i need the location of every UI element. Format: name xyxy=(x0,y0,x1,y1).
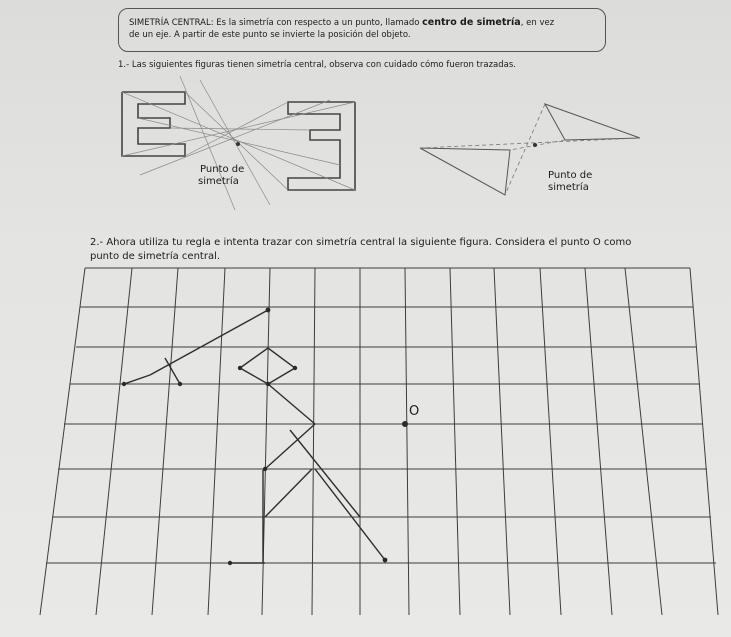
center-point-label: O xyxy=(409,404,420,419)
question-1: 1.- Las siguientes figuras tienen simetría central, observa con cuidado cómo fueron trazadas. xyxy=(118,60,516,70)
left-center-label-1: Punto de xyxy=(200,164,245,175)
right-center-label-1: Punto de xyxy=(548,170,593,181)
grid-lines xyxy=(40,268,718,615)
definition-heading: SIMETRÍA CENTRAL: xyxy=(129,18,214,28)
definition-line-2: de un eje. A partir de este punto se invierte la posición del objeto. xyxy=(129,30,411,40)
center-point-o xyxy=(402,421,408,427)
definition-text-2: , en vez xyxy=(520,18,555,28)
figure-points xyxy=(122,308,388,566)
definition-text-1: Es la simetría con respecto a un punto, llamado xyxy=(216,18,420,28)
left-center-label-2: simetría xyxy=(198,176,239,187)
given-figure xyxy=(124,310,385,563)
question-2: 2.- Ahora utiliza tu regla e intenta trazar con simetría central la siguiente figura. Considera el punto O como punto de simetría central. xyxy=(90,237,632,262)
definition-term: centro de simetría xyxy=(422,17,521,28)
right-center-label-2: simetría xyxy=(548,182,589,193)
